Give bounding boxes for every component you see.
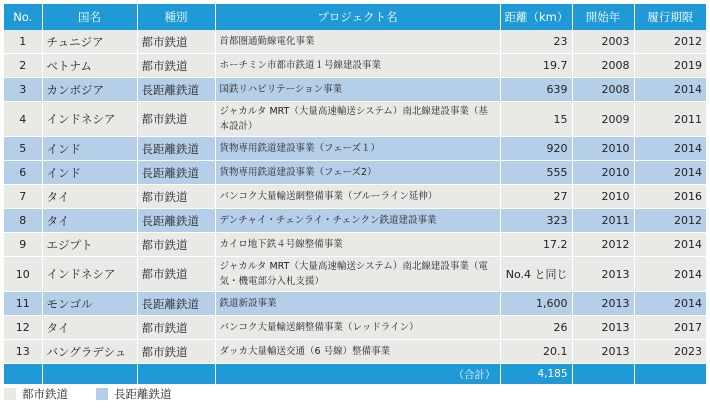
legend-swatch-urban (4, 388, 16, 400)
cell-no: 10 (4, 257, 42, 292)
cell-no: 9 (4, 233, 42, 257)
cell-end: 2014 (634, 233, 706, 257)
cell-no: 1 (4, 30, 42, 54)
table-row (4, 161, 706, 185)
cell-country: インド (42, 137, 137, 161)
cell-end: 2019 (634, 54, 706, 78)
cell-distance: 15 (500, 102, 572, 137)
cell-start: 2012 (572, 233, 634, 257)
cell-no: 8 (4, 209, 42, 233)
cell-start: 2013 (572, 257, 634, 292)
cell-project: ジャカルタ MRT（大量高速輸送システム）南北線建設事業（基本設計） (215, 102, 500, 137)
table-row (4, 78, 706, 102)
cell-start: 2008 (572, 54, 634, 78)
cell-distance: 323 (500, 209, 572, 233)
cell-end: 2012 (634, 209, 706, 233)
cell-distance: 19.7 (500, 54, 572, 78)
cell-start: 2010 (572, 185, 634, 209)
cell-type: 長距離鉄道 (137, 161, 215, 185)
table-row (4, 137, 706, 161)
cell-type: 長距離鉄道 (137, 137, 215, 161)
cell-project: ジャカルタ MRT（大量高速輸送システム）南北線建設事業（電気・機電部分入札支援） (215, 257, 500, 292)
cell-distance: 920 (500, 137, 572, 161)
cell-type: 都市鉄道 (137, 185, 215, 209)
cell-type: 長距離鉄道 (137, 209, 215, 233)
cell-type: 長距離鉄道 (137, 78, 215, 102)
cell-end: 2014 (634, 137, 706, 161)
cell-project: 国鉄リハビリテーション事業 (215, 78, 500, 102)
cell-start: 2008 (572, 78, 634, 102)
table-row (4, 209, 706, 233)
cell-no: 6 (4, 161, 42, 185)
project-table (4, 4, 706, 384)
cell-no: 7 (4, 185, 42, 209)
cell-project: ホーチミン市都市鉄道１号線建設事業 (215, 54, 500, 78)
cell-end: 2011 (634, 102, 706, 137)
cell-start: 2003 (572, 30, 634, 54)
cell-country: チュニジア (42, 30, 137, 54)
cell-type: 都市鉄道 (137, 233, 215, 257)
cell-project: バンコク大量輸送網整備事業（レッドライン） (215, 316, 500, 340)
cell-country: タイ (42, 316, 137, 340)
cell-country: タイ (42, 185, 137, 209)
header-no: No. (4, 4, 42, 30)
cell-start: 2013 (572, 340, 634, 364)
table-row (4, 316, 706, 340)
cell-end: 2012 (634, 30, 706, 54)
table-row (4, 257, 706, 292)
cell-end: 2014 (634, 78, 706, 102)
cell-type: 都市鉄道 (137, 102, 215, 137)
table-body (4, 30, 706, 364)
cell-no: 5 (4, 137, 42, 161)
cell-end: 2016 (634, 185, 706, 209)
table-row (4, 102, 706, 137)
cell-start: 2013 (572, 316, 634, 340)
cell-start: 2013 (572, 292, 634, 316)
legend-swatch-longdist (96, 388, 108, 400)
cell-project: バンコク大量輸送網整備事業（ブルーライン延伸） (215, 185, 500, 209)
cell-distance: 27 (500, 185, 572, 209)
cell-distance: 20.1 (500, 340, 572, 364)
cell-project: 首都圏通勤線電化事業 (215, 30, 500, 54)
table-header (4, 4, 706, 30)
header-type: 種別 (137, 4, 215, 30)
cell-project: 貨物専用鉄道建設事業（フェーズ2） (215, 161, 500, 185)
cell-type: 都市鉄道 (137, 340, 215, 364)
cell-project: デンチャイ・チェンライ・チェンクン鉄道建設事業 (215, 209, 500, 233)
total-distance: 4,185 (500, 364, 572, 385)
cell-country: バングラデシュ (42, 340, 137, 364)
cell-country: モンゴル (42, 292, 137, 316)
header-country: 国名 (42, 4, 137, 30)
cell-start: 2009 (572, 102, 634, 137)
cell-country: インドネシア (42, 102, 137, 137)
cell-end: 2014 (634, 257, 706, 292)
cell-type: 長距離鉄道 (137, 292, 215, 316)
table-row (4, 340, 706, 364)
cell-distance: 555 (500, 161, 572, 185)
header-start: 開始年 (572, 4, 634, 30)
table-row (4, 185, 706, 209)
cell-end: 2023 (634, 340, 706, 364)
cell-end: 2014 (634, 292, 706, 316)
cell-country: インドネシア (42, 257, 137, 292)
cell-no: 2 (4, 54, 42, 78)
legend-item-urban (4, 386, 68, 402)
table-row (4, 54, 706, 78)
header-end: 履行期限 (634, 4, 706, 30)
legend-label-urban: 都市鉄道 (22, 387, 68, 401)
cell-distance: 26 (500, 316, 572, 340)
cell-country: タイ (42, 209, 137, 233)
cell-project: カイロ地下鉄４号線整備事業 (215, 233, 500, 257)
cell-country: インド (42, 161, 137, 185)
cell-distance: 639 (500, 78, 572, 102)
cell-end: 2017 (634, 316, 706, 340)
cell-start: 2010 (572, 137, 634, 161)
table-row (4, 292, 706, 316)
legend (4, 386, 200, 402)
total-label: （合計） (215, 364, 500, 385)
cell-type: 都市鉄道 (137, 257, 215, 292)
table-footer (4, 364, 706, 385)
cell-type: 都市鉄道 (137, 30, 215, 54)
legend-label-longdist: 長距離鉄道 (114, 387, 172, 401)
table-row (4, 233, 706, 257)
cell-distance: 17.2 (500, 233, 572, 257)
table-row (4, 30, 706, 54)
cell-distance: 1,600 (500, 292, 572, 316)
cell-project: ダッカ大量輸送交通（6 号線）整備事業 (215, 340, 500, 364)
legend-item-longdist (96, 386, 172, 402)
header-distance: 距離（km） (500, 4, 572, 30)
cell-no: 11 (4, 292, 42, 316)
cell-start: 2010 (572, 161, 634, 185)
cell-no: 3 (4, 78, 42, 102)
cell-country: カンボジア (42, 78, 137, 102)
cell-no: 12 (4, 316, 42, 340)
cell-type: 都市鉄道 (137, 54, 215, 78)
cell-type: 都市鉄道 (137, 316, 215, 340)
cell-no: 4 (4, 102, 42, 137)
cell-distance: 23 (500, 30, 572, 54)
cell-end: 2014 (634, 161, 706, 185)
cell-start: 2011 (572, 209, 634, 233)
cell-distance: No.4 と同じ (500, 257, 572, 292)
header-project: プロジェクト名 (215, 4, 500, 30)
cell-project: 貨物専用鉄道建設事業（フェーズ１） (215, 137, 500, 161)
cell-country: ベトナム (42, 54, 137, 78)
cell-country: エジプト (42, 233, 137, 257)
cell-project: 鉄道新設事業 (215, 292, 500, 316)
cell-no: 13 (4, 340, 42, 364)
